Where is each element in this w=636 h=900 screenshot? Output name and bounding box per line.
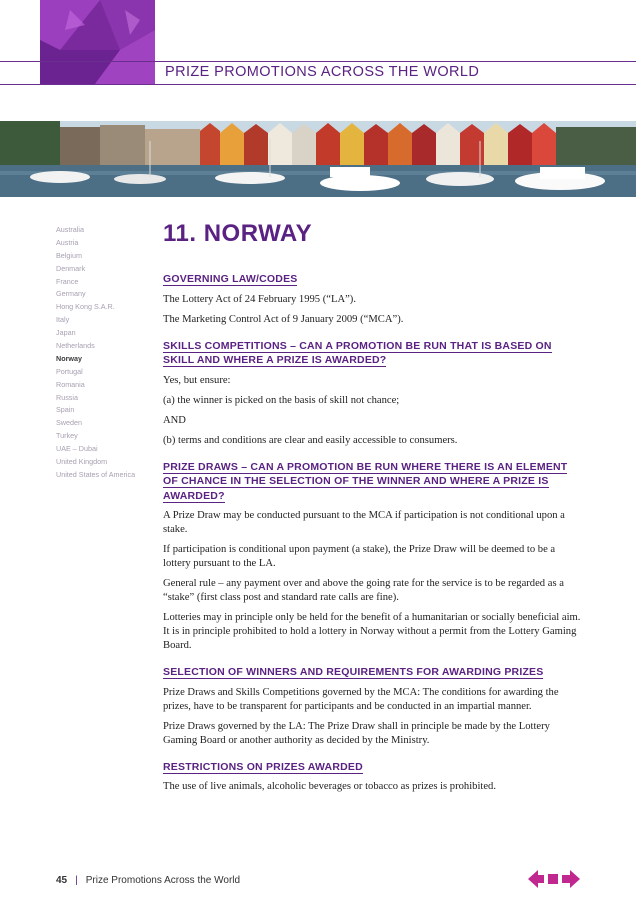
sidebar-item-united-states[interactable]: United States of America: [56, 469, 136, 479]
section-restrictions-on-prizes: [163, 760, 581, 795]
sidebar-item-portugal[interactable]: Portugal: [56, 366, 83, 376]
sidebar-item-italy[interactable]: Italy: [56, 315, 70, 325]
sidebar-item-romania[interactable]: Romania: [56, 379, 85, 389]
arrow-right-icon[interactable]: [562, 870, 580, 888]
sidebar-item-spain[interactable]: Spain: [56, 405, 75, 415]
section-heading: RESTRICTIONS ON PRIZES AWARDED: [163, 760, 363, 773]
sidebar-item-norway[interactable]: Norway: [56, 353, 82, 363]
header-rule-top: [0, 61, 636, 62]
paragraph: Prize Draws governed by the LA: The Prize Draw shall in principle be made by the Lottery Gaming Board or another authority as decided by the Ministry.: [163, 720, 550, 746]
sidebar-item-austria[interactable]: Austria: [56, 237, 79, 247]
country-sidebar: [56, 224, 156, 482]
paragraph: The use of live animals, alcoholic beverages or tobacco as prizes is prohibited.: [163, 781, 496, 792]
main-content: [163, 220, 581, 806]
sidebar-item-hong-kong[interactable]: Hong Kong S.A.R.: [56, 302, 115, 312]
page-footer: [56, 875, 240, 886]
sidebar-item-united-kingdom[interactable]: United Kingdom: [56, 457, 108, 467]
paragraph: If participation is conditional upon payment (a stake), the Prize Draw will be deemed to be a lottery pursuant to the LA.: [163, 544, 556, 569]
sidebar-item-belgium[interactable]: Belgium: [56, 250, 82, 260]
footer-separator: |: [75, 875, 78, 886]
square-icon[interactable]: [548, 874, 558, 884]
arrow-left-icon[interactable]: [528, 870, 544, 888]
page-number: 45: [56, 875, 68, 886]
sidebar-item-sweden[interactable]: Sweden: [56, 418, 82, 428]
paragraph: Lotteries may in principle only be held for the benefit of a humanitarian or socially beneficial aim. It is in principle prohibited to hold a lottery in Norway without a permit from the Lottery Gaming Board.: [163, 612, 581, 651]
header-rule-bottom: [0, 84, 636, 85]
header-decoration: [40, 0, 155, 84]
paragraph: (a) the winner is picked on the basis of skill not chance;: [163, 394, 400, 406]
paragraph: AND: [163, 414, 186, 426]
sidebar-item-netherlands[interactable]: Netherlands: [56, 341, 95, 351]
sidebar-item-germany[interactable]: Germany: [56, 289, 86, 299]
sidebar-item-uae-dubai[interactable]: UAE – Dubai: [56, 444, 98, 454]
paragraph: Prize Draws and Skills Competitions governed by the MCA: The conditions for awarding the prizes, have to be transparent for participants and be conducted in an impartial manner.: [163, 686, 559, 712]
paragraph: General rule – any payment over and above the going rate for the service is to be regarded as a “stake” (first class post and standard rate calls are fine).: [163, 578, 564, 603]
sidebar-item-australia[interactable]: Australia: [56, 225, 84, 234]
sidebar-item-turkey[interactable]: Turkey: [56, 431, 78, 441]
page-navigation: [528, 869, 580, 889]
section-heading: GOVERNING LAW/CODES: [163, 273, 298, 285]
header-title: PRIZE PROMOTIONS ACROSS THE WORLD: [165, 64, 480, 80]
sidebar-item-japan[interactable]: Japan: [56, 328, 76, 338]
paragraph: (b) terms and conditions are clear and easily accessible to consumers.: [163, 434, 458, 446]
page-title: 11. NORWAY: [163, 220, 313, 247]
footer-title: Prize Promotions Across the World: [85, 875, 241, 886]
sidebar-item-denmark[interactable]: Denmark: [56, 263, 86, 273]
section-heading: SELECTION OF WINNERS AND REQUIREMENTS FOR AWARDING PRIZES: [163, 666, 544, 678]
section-prize-draws: [163, 460, 581, 654]
section-governing-law: [163, 272, 581, 327]
section-selection-of-winners: [163, 665, 581, 748]
paragraph: The Marketing Control Act of 9 January 2009 (“MCA”).: [163, 313, 404, 325]
paragraph: A Prize Draw may be conducted pursuant to the MCA if participation is not conditional upon a stake.: [163, 510, 565, 535]
section-heading: SKILLS COMPETITIONS – CAN A PROMOTION BE RUN THAT IS BASED ON SKILL AND WHERE A PRIZE IS AWARDED?: [163, 339, 552, 366]
paragraph: Yes, but ensure:: [163, 374, 231, 386]
section-skills-competitions: [163, 339, 581, 448]
sidebar-item-russia[interactable]: Russia: [56, 392, 78, 402]
paragraph: The Lottery Act of 24 February 1995 (“LA”).: [163, 293, 356, 305]
harbour-banner-image: [0, 121, 636, 197]
section-heading: PRIZE DRAWS – CAN A PROMOTION BE RUN WHERE THERE IS AN ELEMENT OF CHANCE IN THE SELECTION OF THE WINNER AND WHERE A PRIZE IS AWARDED?: [163, 460, 568, 502]
sidebar-item-france[interactable]: France: [56, 276, 79, 286]
